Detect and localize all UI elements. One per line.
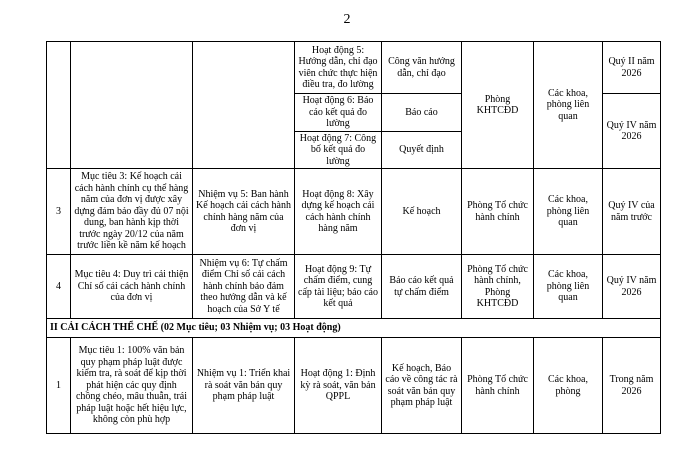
section-row bbox=[47, 319, 661, 338]
table-row bbox=[47, 169, 661, 255]
time-cell: Quý IV của năm trước bbox=[603, 169, 661, 255]
product-cell: Kế hoạch bbox=[382, 169, 462, 255]
product-cell: Công văn hướng dẫn, chỉ đạo bbox=[382, 42, 462, 94]
time-cell: Trong năm 2026 bbox=[603, 338, 661, 434]
lead-unit-cell: Phòng KHTCĐD bbox=[462, 42, 534, 169]
objective-cell: Mục tiêu 4: Duy trì cải thiện Chỉ số cải cách hành chính của đơn vị bbox=[71, 255, 193, 319]
task-cell: Nhiệm vụ 5: Ban hành Kế hoạch cải cách hành chính hàng năm của đơn vị bbox=[193, 169, 295, 255]
activity-cell: Hoạt động 5: Hướng dẫn, chỉ đạo viên chức thực hiện điều tra, đo lường bbox=[295, 42, 382, 94]
coop-unit-cell: Các khoa, phòng liên quan bbox=[534, 255, 603, 319]
objective-cell: Mục tiêu 1: 100% văn bản quy phạm pháp luật được kiểm tra, rà soát để kịp thời phát hiện các quy định chồng chéo, mâu thuẫn, trái pháp luật hoặc hết hiệu lực, không còn phù hợp bbox=[71, 338, 193, 434]
stt-cell: 3 bbox=[47, 169, 71, 255]
coop-unit-cell: Các khoa, phòng liên quan bbox=[534, 42, 603, 169]
task-cell: Nhiệm vụ 6: Tự chấm điểm Chỉ số cải cách hành chính bảo đảm theo hướng dẫn và kế hoạch của Sở Y tế bbox=[193, 255, 295, 319]
task-cell: Nhiệm vụ 1: Triển khai rà soát văn bản quy phạm pháp luật bbox=[193, 338, 295, 434]
product-cell: Báo cáo kết quả tự chấm điểm bbox=[382, 255, 462, 319]
time-cell: Quý II năm 2026 bbox=[603, 42, 661, 94]
table-row bbox=[47, 338, 661, 434]
task-cell-empty bbox=[193, 42, 295, 169]
table-row bbox=[47, 255, 661, 319]
stt-cell: 4 bbox=[47, 255, 71, 319]
time-cell: Quý IV năm 2026 bbox=[603, 255, 661, 319]
lead-unit-cell: Phòng Tổ chức hành chính, Phòng KHTCĐD bbox=[462, 255, 534, 319]
coop-unit-cell: Các khoa, phòng bbox=[534, 338, 603, 434]
section-heading: II CẢI CÁCH THỂ CHẾ (02 Mục tiêu; 03 Nhiệm vụ; 03 Hoạt động) bbox=[47, 319, 661, 338]
table-row bbox=[47, 42, 661, 94]
stt-cell: 1 bbox=[47, 338, 71, 434]
product-cell: Quyết định bbox=[382, 131, 462, 169]
activity-cell: Hoạt động 1: Định kỳ rà soát, văn bản QPPL bbox=[295, 338, 382, 434]
lead-unit-cell: Phòng Tổ chức hành chính bbox=[462, 169, 534, 255]
stt-cell-empty bbox=[47, 42, 71, 169]
page-number: 2 bbox=[343, 12, 351, 27]
coop-unit-cell: Các khoa, phòng liên quan bbox=[534, 169, 603, 255]
activity-cell: Hoạt động 7: Công bố kết quả đo lường bbox=[295, 131, 382, 169]
activity-cell: Hoạt động 8: Xây dựng kế hoạch cải cách hành chính hàng năm bbox=[295, 169, 382, 255]
objective-cell-empty bbox=[71, 42, 193, 169]
activity-cell: Hoạt động 6: Báo cáo kết quả đo lường bbox=[295, 94, 382, 132]
lead-unit-cell: Phòng Tổ chức hành chính bbox=[462, 338, 534, 434]
time-cell: Quý IV năm 2026 bbox=[603, 94, 661, 169]
activity-cell: Hoạt động 9: Tự chấm điểm, cung cấp tài liệu; báo cáo kết quả bbox=[295, 255, 382, 319]
plan-table bbox=[46, 41, 661, 434]
product-cell: Kế hoạch, Báo cáo về công tác rà soát văn bản quy phạm pháp luật bbox=[382, 338, 462, 434]
objective-cell: Mục tiêu 3: Kế hoạch cải cách hành chính cụ thể hàng năm của đơn vị được xây dựng đảm bảo đầy đủ 07 nội dung, ban hành kịp thời trước ngày 20/12 của năm trước liền kề năm kế hoạch bbox=[71, 169, 193, 255]
product-cell: Báo cáo bbox=[382, 94, 462, 132]
